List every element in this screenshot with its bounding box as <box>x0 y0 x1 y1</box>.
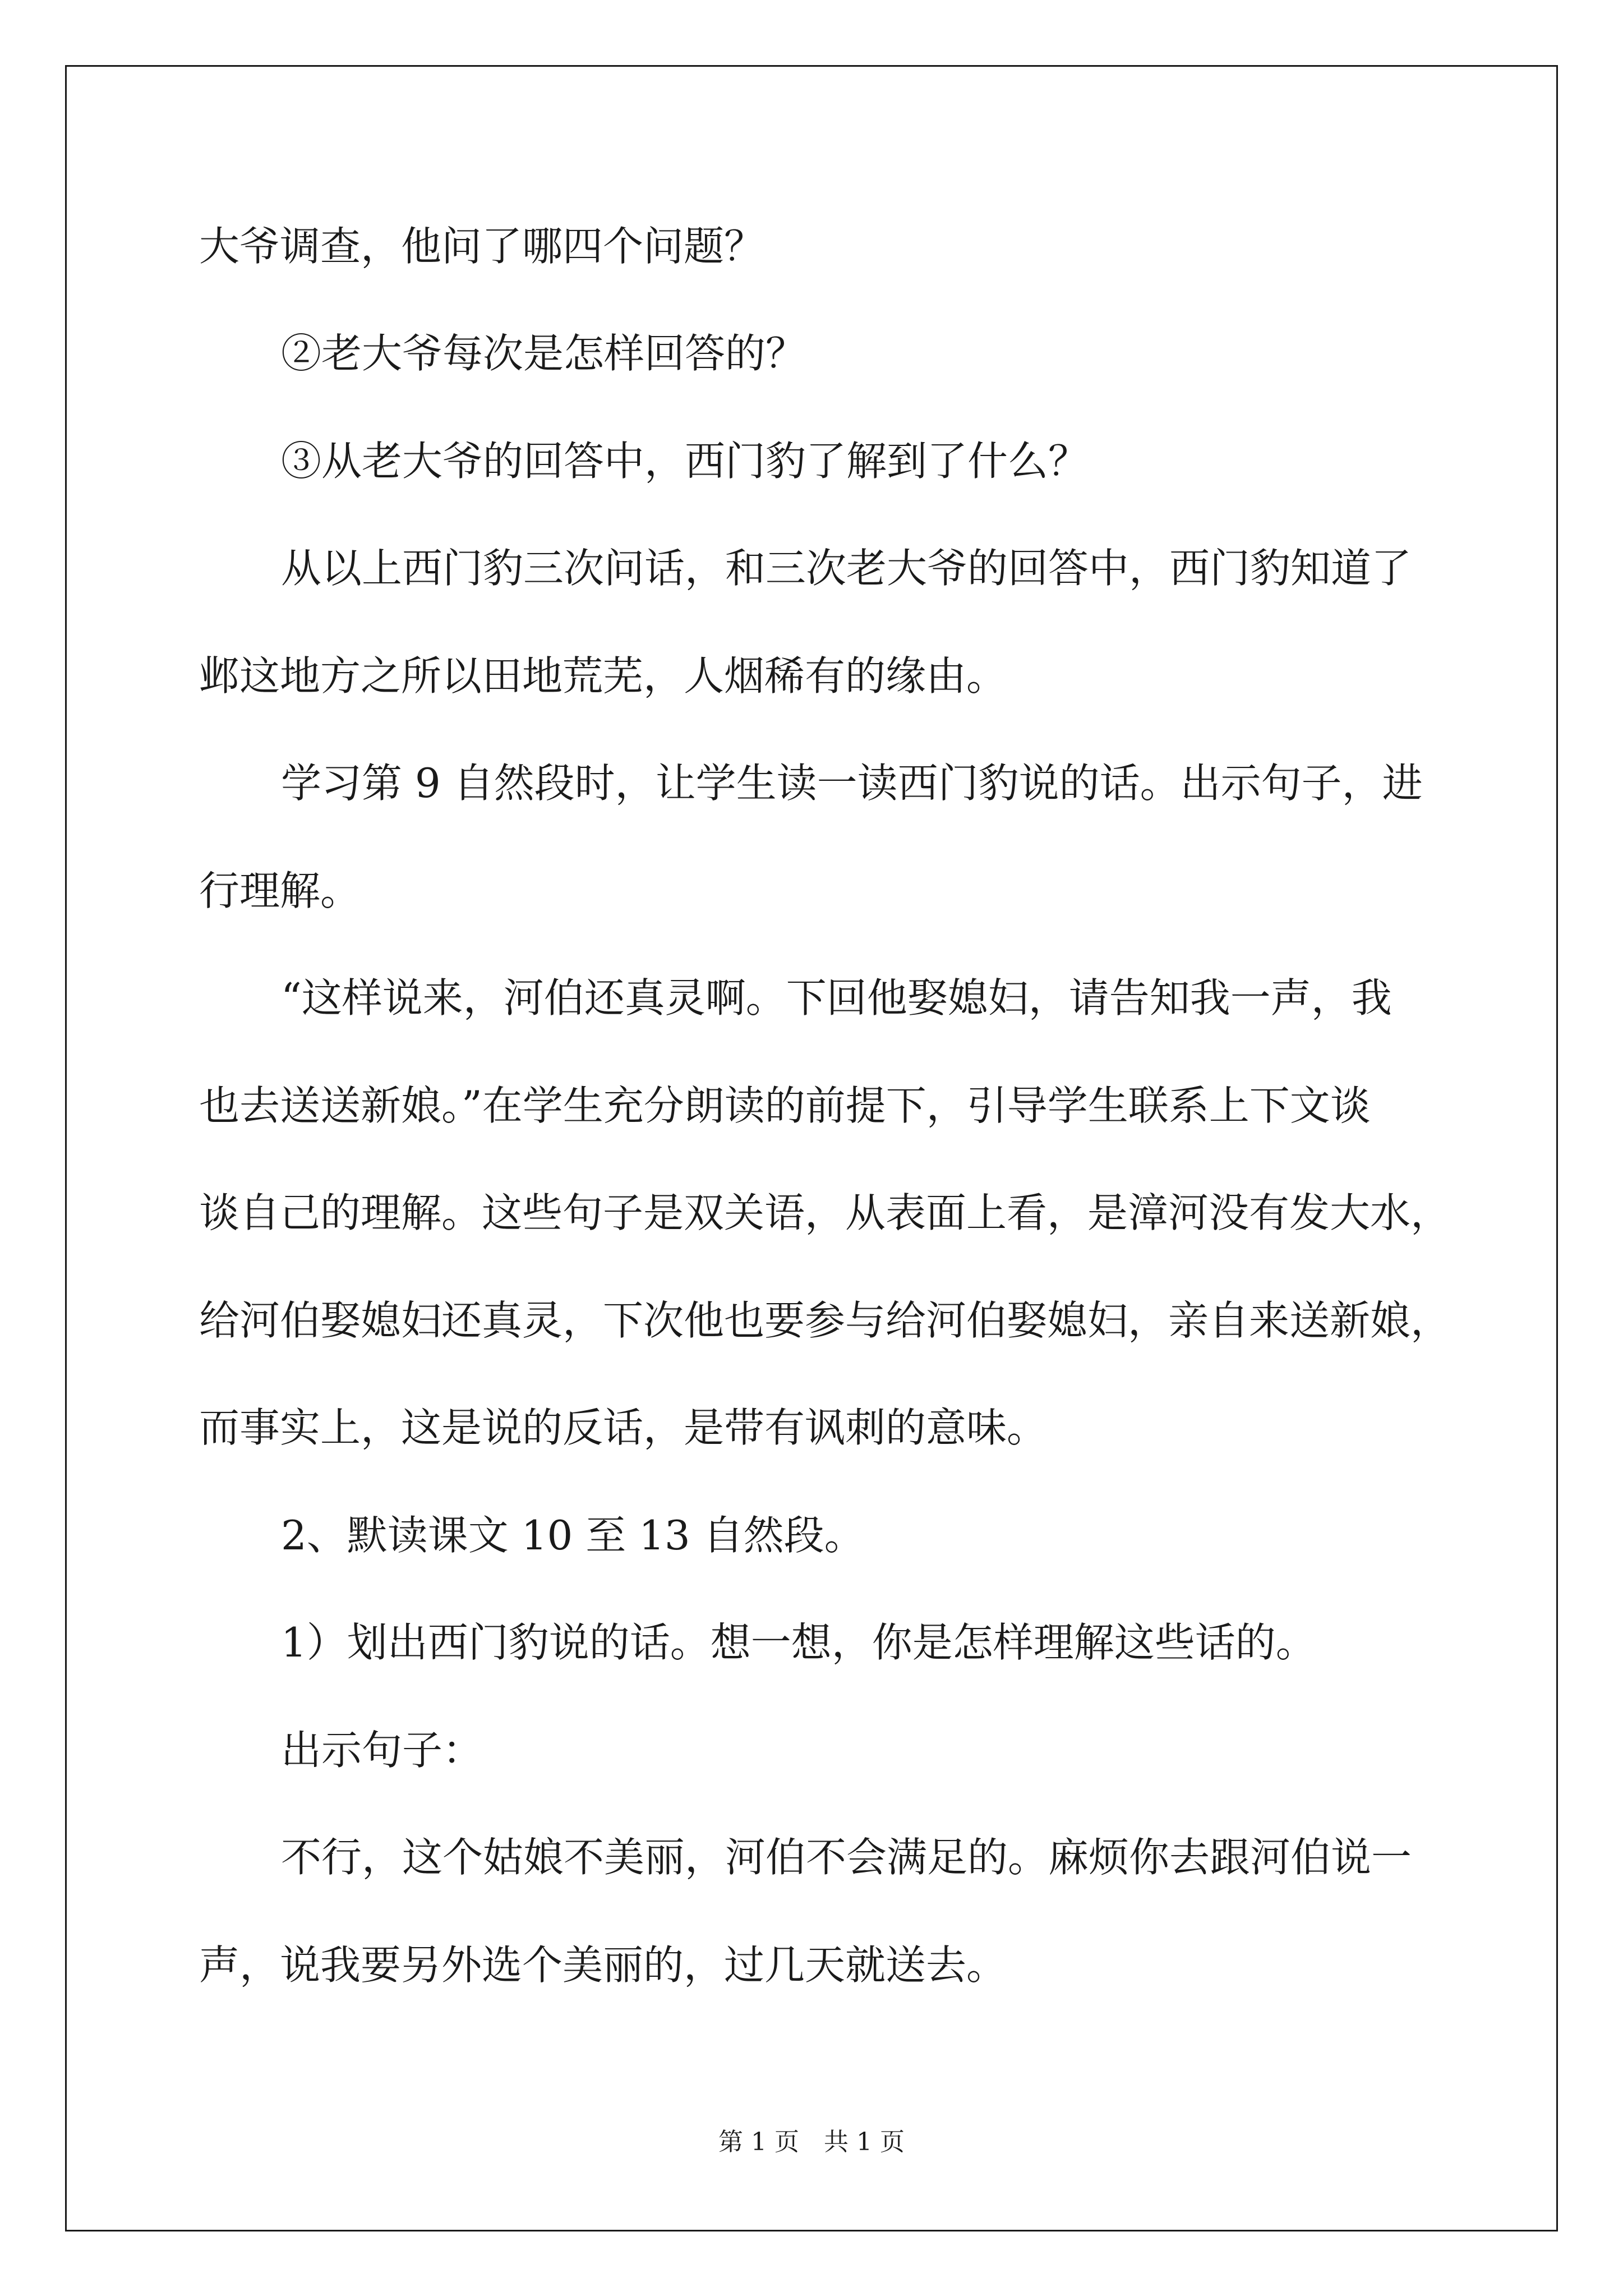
text-line: 出示句子： <box>281 1727 483 1774</box>
text-line: 谈自己的理解。这些句子是双关语，从表面上看，是漳河没有发大水， <box>199 1189 1451 1236</box>
text-line: 不行，这个姑娘不美丽，河伯不会满足的。麻烦你去跟河伯说一 <box>281 1834 1412 1881</box>
text-line: 而事实上，这是说的反话，是带有讽刺的意味。 <box>199 1404 1048 1451</box>
text-line: 1）划出西门豹说的话。想一想，你是怎样理解这些话的。 <box>281 1619 1316 1666</box>
text-line: 从以上西门豹三次问话，和三次老大爷的回答中，西门豹知道了 <box>281 545 1412 592</box>
text-line: 邺这地方之所以田地荒芜，人烟稀有的缘由。 <box>199 652 1007 700</box>
text-line: “这样说来，河伯还真灵啊。下回他娶媳妇，请告知我一声，我 <box>281 974 1392 1022</box>
text-line: ③从老大爷的回答中，西门豹了解到了什么？ <box>281 438 1089 485</box>
text-line: 也去送送新娘。”在学生充分朗读的前提下，引导学生联系上下文谈 <box>199 1082 1371 1129</box>
page-number-footer: 第 1 页 共 1 页 <box>718 2128 905 2156</box>
text-line: 给河伯娶媳妇还真灵，下次他也要参与给河伯娶媳妇，亲自来送新娘， <box>199 1297 1451 1344</box>
text-line: ②老大爷每次是怎样回答的？ <box>281 330 806 377</box>
text-line: 学习第 9 自然段时，让学生读一读西门豹说的话。出示句子，进 <box>281 760 1423 807</box>
page-border <box>65 65 1558 2231</box>
text-line: 大爷调查，他问了哪四个问题？ <box>199 223 765 270</box>
text-line: 2、默读课文 10 至 13 自然段。 <box>281 1512 865 1559</box>
text-line: 声，说我要另外选个美丽的，过几天就送去。 <box>199 1941 1007 1989</box>
text-line: 行理解。 <box>199 867 361 914</box>
